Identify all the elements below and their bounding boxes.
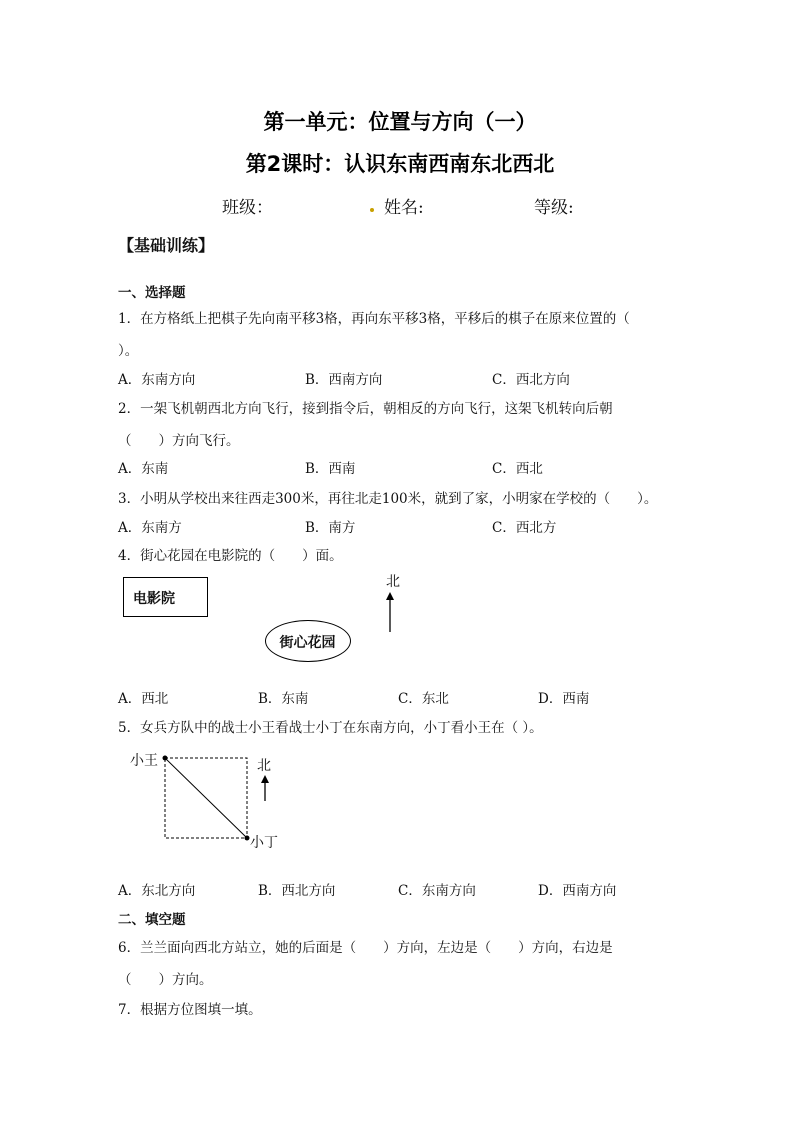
q2-option-a: A．东南 <box>118 461 169 477</box>
q3-option-c: C．西北方 <box>492 520 557 536</box>
lesson-title: 第2课时：认识东南西南东北西北 <box>245 152 555 176</box>
park-ellipse <box>265 620 351 662</box>
q4-option-a: A．西北 <box>118 691 169 707</box>
cinema-box <box>123 577 208 617</box>
decorative-dot <box>370 208 374 212</box>
q7-text: 7．根据方位图填一填。 <box>118 1002 262 1018</box>
q6-text-cont: （ ）方向。 <box>118 972 213 988</box>
part2-heading: 二、填空题 <box>118 912 186 928</box>
q2-option-c: C．西北 <box>492 461 543 477</box>
q3-text: 3．小明从学校出来往西走300米，再往北走100米，就到了家，小明家在学校的（ ）。 <box>118 491 658 507</box>
q5-square-diagram <box>160 753 252 843</box>
q4-north-arrow-icon <box>383 592 397 632</box>
q5-option-d: D．西南方向 <box>538 883 617 899</box>
q1-option-a: A．东南方向 <box>118 372 196 388</box>
q5-label-xiaowang: 小王 <box>130 753 158 769</box>
q5-option-a: A．东北方向 <box>118 883 196 899</box>
park-label: 街心花园 <box>279 635 336 651</box>
q4-option-b: B．东南 <box>258 691 309 707</box>
cinema-label: 电影院 <box>133 591 175 607</box>
q2-text-cont: （ ）方向飞行。 <box>118 433 240 449</box>
q5-north-label: 北 <box>257 758 271 774</box>
q2-option-b: B．西南 <box>305 461 356 477</box>
q5-option-c: C．东南方向 <box>398 883 476 899</box>
q5-option-b: B．西北方向 <box>258 883 336 899</box>
q3-option-b: B．南方 <box>305 520 356 536</box>
unit-title: 第一单元：位置与方向（一） <box>263 110 537 134</box>
q4-north-label: 北 <box>386 574 400 590</box>
part1-heading: 一、选择题 <box>118 285 186 301</box>
q1-text-cont: ）。 <box>118 343 139 359</box>
class-label: 班级： <box>222 198 273 218</box>
q1-option-b: B．西南方向 <box>305 372 383 388</box>
q4-text: 4．街心花园在电影院的（ ）面。 <box>118 548 343 564</box>
q1-text: 1．在方格纸上把棋子先向南平移3格，再向东平移3格，平移后的棋子在原来位置的（ <box>118 311 630 327</box>
grade-label: 等级: <box>534 198 574 218</box>
q5-north-arrow-icon <box>258 775 272 801</box>
q3-option-a: A．东南方 <box>118 520 182 536</box>
q6-text: 6．兰兰面向西北方站立，她的后面是（ ）方向，左边是（ ）方向，右边是 <box>118 940 613 956</box>
q5-text: 5．女兵方队中的战士小王看战士小丁在东南方向，小丁看小王在（ ）。 <box>118 720 543 736</box>
q5-label-xiaoding: 小丁 <box>250 835 278 851</box>
q2-text: 2．一架飞机朝西北方向飞行，接到指令后，朝相反的方向飞行，这架飞机转向后朝 <box>118 401 613 417</box>
q4-option-c: C．东北 <box>398 691 449 707</box>
q4-option-d: D．西南 <box>538 691 590 707</box>
q1-option-c: C．西北方向 <box>492 372 570 388</box>
section-basic-training: 【基础训练】 <box>118 236 215 255</box>
name-label: 姓名: <box>384 198 424 218</box>
